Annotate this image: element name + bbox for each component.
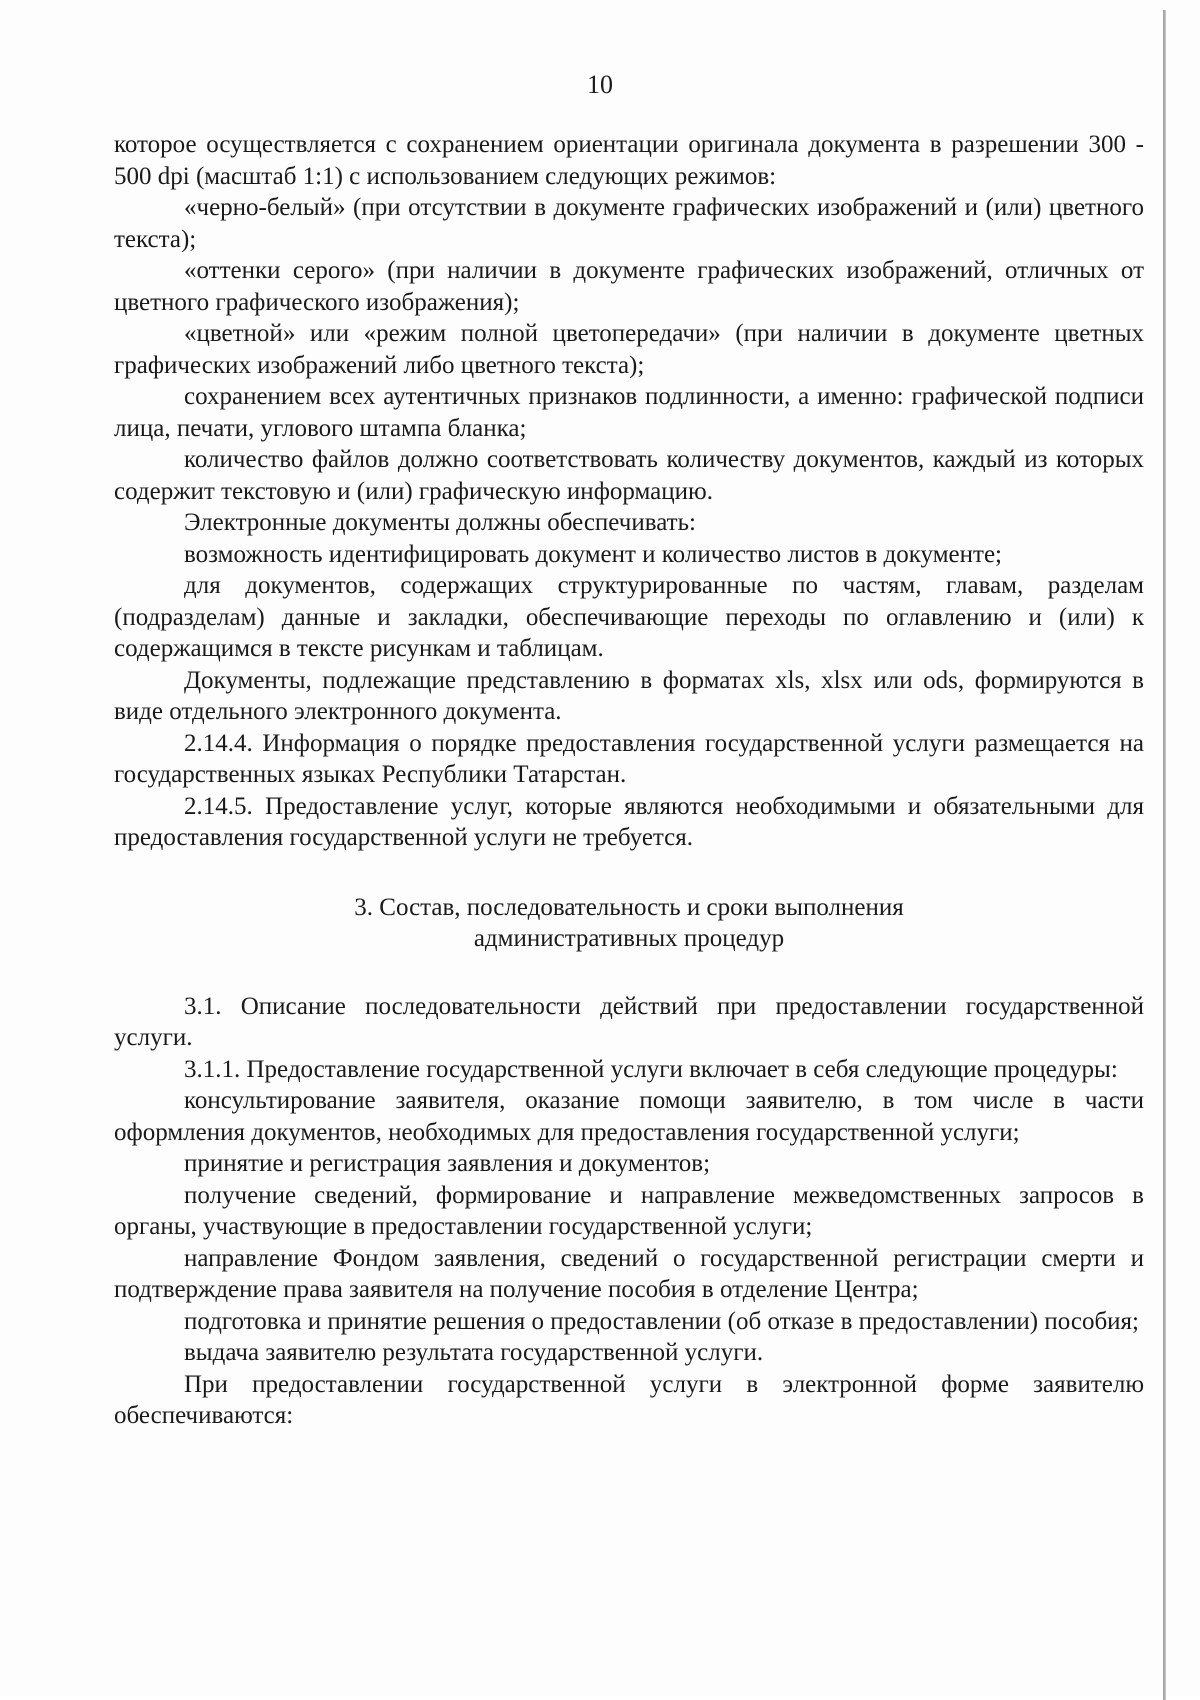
paragraph: 2.14.4. Информация о порядке предоставления государственной услуги размещается на государственных языках Республики Татарстан.	[114, 729, 1144, 788]
paragraph: возможность идентифицировать документ и количество листов в документе;	[184, 540, 1002, 568]
paragraph: Электронные документы должны обеспечивать:	[184, 509, 696, 536]
scan-edge-line	[1163, 10, 1166, 1700]
paragraph: 3.1.1. Предоставление государственной услуги включает в себя следующие процедуры:	[184, 1055, 1118, 1083]
paragraph: которое осуществляется с сохранением ориентации оригинала документа в разрешении 300 - 500 dpi (масштаб 1:1) с использованием следующих режимов:	[114, 131, 1144, 190]
section-heading-line-1: 3. Состав, последовательность и сроки выполнения	[354, 893, 904, 921]
paragraphs-bottom	[114, 991, 1144, 1432]
section-heading	[114, 892, 1144, 955]
section-heading-line-2: административных процедур	[473, 925, 785, 952]
paragraph: сохранением всех аутентичных признаков подлинности, а именно: графической подписи лица, печати, углового штампа бланка;	[114, 383, 1144, 442]
paragraph: направление Фондом заявления, сведений о государственной регистрации смерти и подтверждение права заявителя на получение пособия в отделение Центра;	[114, 1244, 1144, 1303]
paragraph: консультирование заявителя, оказание помощи заявителю, в том числе в части оформления документов, необходимых для предоставления государственной услуги;	[114, 1087, 1144, 1146]
paragraph: 2.14.5. Предоставление услуг, которые являются необходимыми и обязательными для предоставления государственной услуги не требуется.	[114, 792, 1144, 851]
document-body	[114, 129, 1144, 1432]
paragraph: «черно-белый» (при отсутствии в документе графических изображений и (или) цветного текста);	[114, 194, 1144, 253]
page-number: 10	[587, 70, 613, 99]
paragraph: выдача заявителю результата государственной услуги.	[184, 1339, 764, 1366]
paragraphs-top	[114, 129, 1144, 854]
paragraph: «цветной» или «режим полной цветопередачи» (при наличии в документе цветных графических изображений либо цветного текста);	[114, 320, 1144, 379]
paragraph: «оттенки серого» (при наличии в документе графических изображений, отличных от цветного графического изображения);	[114, 257, 1144, 316]
paragraph: При предоставлении государственной услуги в электронной форме заявителю обеспечиваются:	[114, 1370, 1144, 1429]
paragraph: 3.1. Описание последовательности действий при предоставлении государственной услуги.	[114, 992, 1144, 1051]
paragraph: принятие и регистрация заявления и документов;	[184, 1150, 711, 1177]
paragraph: количество файлов должно соответствовать количеству документов, каждый из которых содержит текстовую и (или) графическую информацию.	[114, 446, 1144, 505]
paragraph: подготовка и принятие решения о предоставлении (об отказе в предоставлении) пособия;	[184, 1307, 1139, 1335]
paragraph: получение сведений, формирование и направление межведомственных запросов в органы, участвующие в предоставлении государственной услуги;	[114, 1181, 1144, 1240]
paragraph: для документов, содержащих структурированные по частям, главам, разделам (подразделам) данные и закладки, обеспечивающие переходы по оглавлению и (или) к содержащимся в тексте рисункам и таблицам.	[114, 572, 1144, 662]
paragraph: Документы, подлежащие представлению в форматах xls, xlsx или ods, формируются в виде отдельного электронного документа.	[114, 666, 1144, 725]
